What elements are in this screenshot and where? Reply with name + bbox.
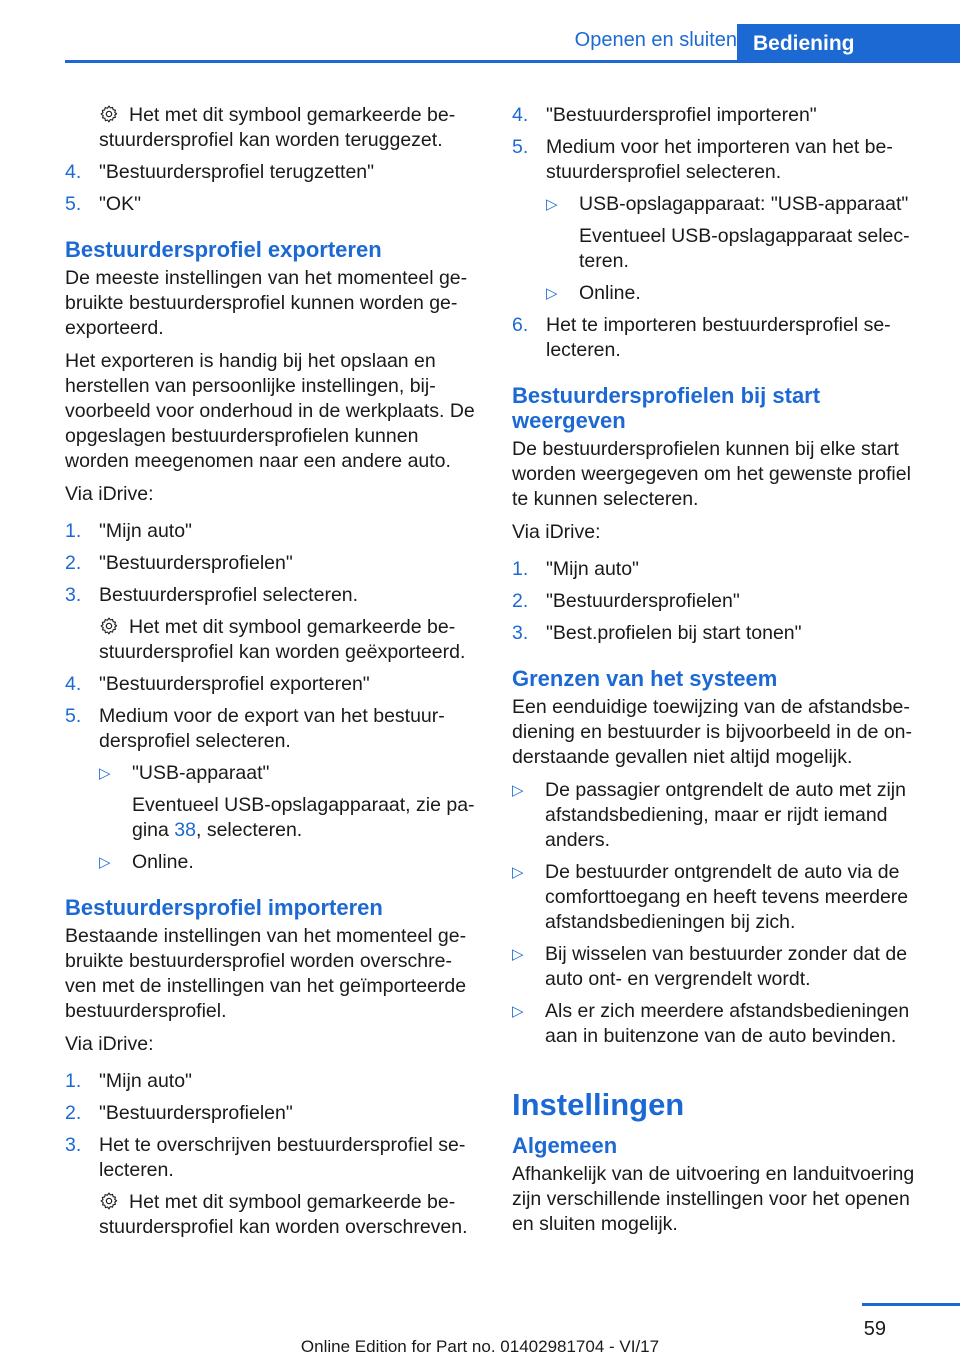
note-import — [65, 1190, 479, 1240]
list-text: Het te overschrijven bestuurdersprofiel se-lecteren. — [99, 1134, 466, 1181]
list-text: "Bestuurdersprofielen" — [99, 552, 293, 574]
bullet-text: De passagier ontgrendelt de auto met zijn afstandsbediening, maar er rijdt iemand anders. — [545, 779, 906, 851]
paragraph: Bestaande instellingen van het momenteel ge-bruikte bestuurdersprofiel worden overschre-ven met de instellingen van het geïmporteerde bestuurdersprofiel. — [65, 925, 467, 1022]
list-number: 2. — [65, 552, 82, 574]
list-text: Medium voor het importeren van het be-stuurdersprofiel selecteren. — [546, 136, 893, 183]
footer-rule — [862, 1303, 960, 1306]
list-number: 3. — [512, 622, 529, 644]
bullet-text: "USB-apparaat" — [132, 762, 270, 784]
list-number: 5. — [65, 193, 82, 215]
chapter-heading-settings: Instellingen — [512, 1087, 685, 1122]
list-item — [512, 589, 927, 614]
list-item — [65, 583, 479, 608]
section-heading-import: Bestuurdersprofiel importeren — [65, 895, 383, 920]
section-heading-general: Algemeen — [512, 1133, 618, 1158]
bullet-text: Als er zich meerdere afstandsbedieningen aan in buitenzone van de auto bevinden. — [545, 1000, 910, 1047]
paragraph: Via iDrive: — [65, 483, 154, 505]
paragraph: Via iDrive: — [65, 1033, 154, 1055]
paragraph: De meeste instellingen van het momenteel ge-bruikte bestuurdersprofiel kunnen worden ge-exporteerd. — [65, 267, 468, 339]
bullet-subtext — [65, 793, 479, 843]
list-number: 3. — [65, 584, 82, 606]
list-number: 4. — [65, 673, 82, 695]
bullet-item — [512, 942, 927, 992]
list-number: 4. — [65, 161, 82, 183]
list-text: "Bestuurdersprofiel exporteren" — [99, 673, 370, 695]
list-text: "Bestuurdersprofielen" — [546, 590, 740, 612]
list-item — [65, 519, 479, 544]
list-item — [512, 621, 927, 646]
bullet-subtext: Eventueel USB-opslagapparaat selec-teren. — [579, 225, 910, 272]
bullet-item — [512, 778, 927, 853]
list-text: Medium voor de export van het bestuur-dersprofiel selecteren. — [99, 705, 445, 752]
bullet-text: De bestuurder ontgrendelt de auto via de comforttoegang en heeft tevens meerdere afstandsbedieningen bij zich. — [545, 861, 909, 933]
bullet-item — [512, 192, 927, 217]
note-text: Het met dit symbool gemarkeerde be-stuurdersprofiel kan worden teruggezet. — [99, 104, 456, 151]
triangle-bullet-icon: ▷ — [512, 946, 524, 963]
list-text: "Mijn auto" — [99, 520, 192, 542]
bullet-text: Online. — [579, 282, 641, 304]
list-item — [512, 557, 927, 582]
list-item — [512, 135, 927, 185]
note-reset — [65, 103, 479, 153]
list-text: "Bestuurdersprofiel importeren" — [546, 104, 817, 126]
bullet-item — [512, 860, 927, 935]
list-number: 5. — [512, 136, 529, 158]
bullet-text: Online. — [132, 851, 194, 873]
list-text: "OK" — [99, 193, 142, 215]
list-number: 1. — [65, 520, 82, 542]
page-number: 59 — [863, 1318, 886, 1340]
bullet-text: USB-opslagapparaat: "USB-apparaat" — [579, 193, 909, 215]
triangle-bullet-icon: ▷ — [99, 854, 111, 871]
right-column — [512, 103, 927, 1245]
subtext-part: , selecteren. — [196, 819, 303, 841]
list-item — [65, 704, 479, 754]
gear-icon — [99, 104, 119, 124]
bullet-item — [512, 281, 927, 306]
list-number: 5. — [65, 705, 82, 727]
triangle-bullet-icon: ▷ — [546, 285, 558, 302]
list-item — [65, 1069, 479, 1094]
section-heading-start: Bestuurdersprofielen bij start weergeven — [512, 383, 821, 433]
list-text: "Mijn auto" — [546, 558, 639, 580]
edition-footer: Online Edition for Part no. 01402981704 - VI/17 — [300, 1337, 660, 1356]
section-heading-limits: Grenzen van het systeem — [512, 666, 778, 691]
paragraph: Afhankelijk van de uitvoering en landuitvoering zijn verschillende instellingen voor het openen en sluiten mogelijk. — [512, 1163, 915, 1235]
list-text: "Bestuurdersprofiel terugzetten" — [99, 161, 375, 183]
triangle-bullet-icon: ▷ — [546, 196, 558, 213]
bullet-item — [65, 850, 479, 875]
note-export — [65, 615, 479, 665]
list-text: "Best.profielen bij start tonen" — [546, 622, 802, 644]
list-number: 4. — [512, 104, 529, 126]
list-text: "Bestuurdersprofielen" — [99, 1102, 293, 1124]
list-number: 2. — [65, 1102, 82, 1124]
page-link[interactable]: 38 — [174, 819, 196, 841]
subtext-part: Eventueel USB-opslagapparaat, zie pa-gina — [132, 794, 475, 841]
list-item — [512, 313, 927, 363]
paragraph: Het exporteren is handig bij het opslaan en herstellen van persoonlijke instellingen, bij-voorbeeld voor onderhoud in de werkplaats. De opgeslagen bestuurdersprofielen kunnen worden meegenomen naar een andere auto. — [65, 350, 475, 472]
list-text: "Mijn auto" — [99, 1070, 192, 1092]
header-chapter-tab: Bediening — [737, 24, 960, 63]
list-number: 6. — [512, 314, 529, 336]
list-item — [65, 160, 479, 185]
bullet-text: Bij wisselen van bestuurder zonder dat de auto ont- en vergrendelt wordt. — [545, 943, 908, 990]
triangle-bullet-icon: ▷ — [99, 765, 111, 782]
paragraph: De bestuurdersprofielen kunnen bij elke start worden weergegeven om het gewenste profiel te kunnen selecteren. — [512, 438, 911, 510]
gear-icon — [99, 1191, 119, 1211]
list-number: 1. — [65, 1070, 82, 1092]
triangle-bullet-icon: ▷ — [512, 782, 524, 799]
paragraph: Een eenduidige toewijzing van de afstandsbe-diening en bestuurder is bijvoorbeeld in de on-derstaande gevallen niet altijd mogelijk. — [512, 696, 913, 768]
list-number: 1. — [512, 558, 529, 580]
list-item — [65, 672, 479, 697]
list-number: 2. — [512, 590, 529, 612]
header-section-title: Openen en sluiten — [574, 29, 737, 51]
bullet-item — [65, 761, 479, 786]
list-item — [65, 1101, 479, 1126]
list-number: 3. — [65, 1134, 82, 1156]
paragraph: Via iDrive: — [512, 521, 601, 543]
note-text: Het met dit symbool gemarkeerde be-stuurdersprofiel kan worden overschreven. — [99, 1191, 468, 1238]
list-text: Het te importeren bestuurdersprofiel se-lecteren. — [546, 314, 891, 361]
bullet-item — [512, 999, 927, 1049]
list-item — [512, 103, 927, 128]
list-item — [65, 192, 479, 217]
triangle-bullet-icon: ▷ — [512, 864, 524, 881]
list-item — [65, 1133, 479, 1183]
list-text: Bestuurdersprofiel selecteren. — [99, 584, 359, 606]
note-text: Het met dit symbool gemarkeerde be-stuurdersprofiel kan worden geëxporteerd. — [99, 616, 466, 663]
page-header — [0, 24, 960, 62]
left-column — [65, 103, 479, 1247]
section-heading-export: Bestuurdersprofiel exporteren — [65, 237, 382, 262]
gear-icon — [99, 616, 119, 636]
triangle-bullet-icon: ▷ — [512, 1003, 524, 1020]
list-item — [65, 551, 479, 576]
